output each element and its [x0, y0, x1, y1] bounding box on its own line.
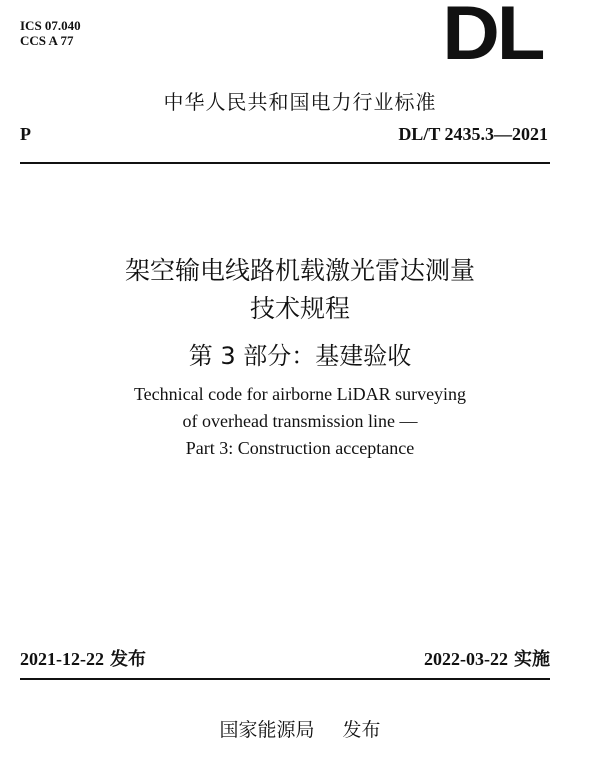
publisher-action: 发布: [342, 719, 381, 741]
implement-label: 实施: [514, 649, 550, 670]
title-cn-line2: 技术规程: [249, 294, 350, 323]
title-cn-line1: 架空输电线路机载激光雷达测量: [124, 256, 475, 285]
implement-date: 2022-03-22: [424, 649, 508, 669]
implement-date-block: [424, 645, 550, 671]
classification-codes: [20, 18, 81, 48]
title-en-line1: Technical code for airborne LiDAR surveying: [133, 384, 467, 404]
national-standard-title: 中华人民共和国电力行业标准: [163, 90, 437, 114]
title-en-line2: of overhead transmission line —: [182, 411, 418, 431]
ics-code: ICS 07.040: [20, 18, 81, 33]
footer-divider: [20, 678, 550, 680]
dl-logo: DL: [441, 0, 542, 76]
standard-number: DL/T 2435.3—2021: [398, 124, 548, 144]
ccs-code: CCS A 77: [20, 33, 74, 48]
title-cn-line3: 第 3 部分：基建验收: [188, 342, 412, 370]
title-en-line3: Part 3: Construction acceptance: [185, 438, 415, 458]
publisher-line: [0, 715, 600, 742]
publisher-name: 国家能源局: [219, 719, 315, 741]
issue-date: 2021-12-22: [20, 649, 104, 669]
standard-category: P: [20, 124, 31, 144]
issue-label: 发布: [110, 649, 146, 670]
issue-date-block: [20, 645, 146, 671]
header-divider: [20, 162, 550, 164]
